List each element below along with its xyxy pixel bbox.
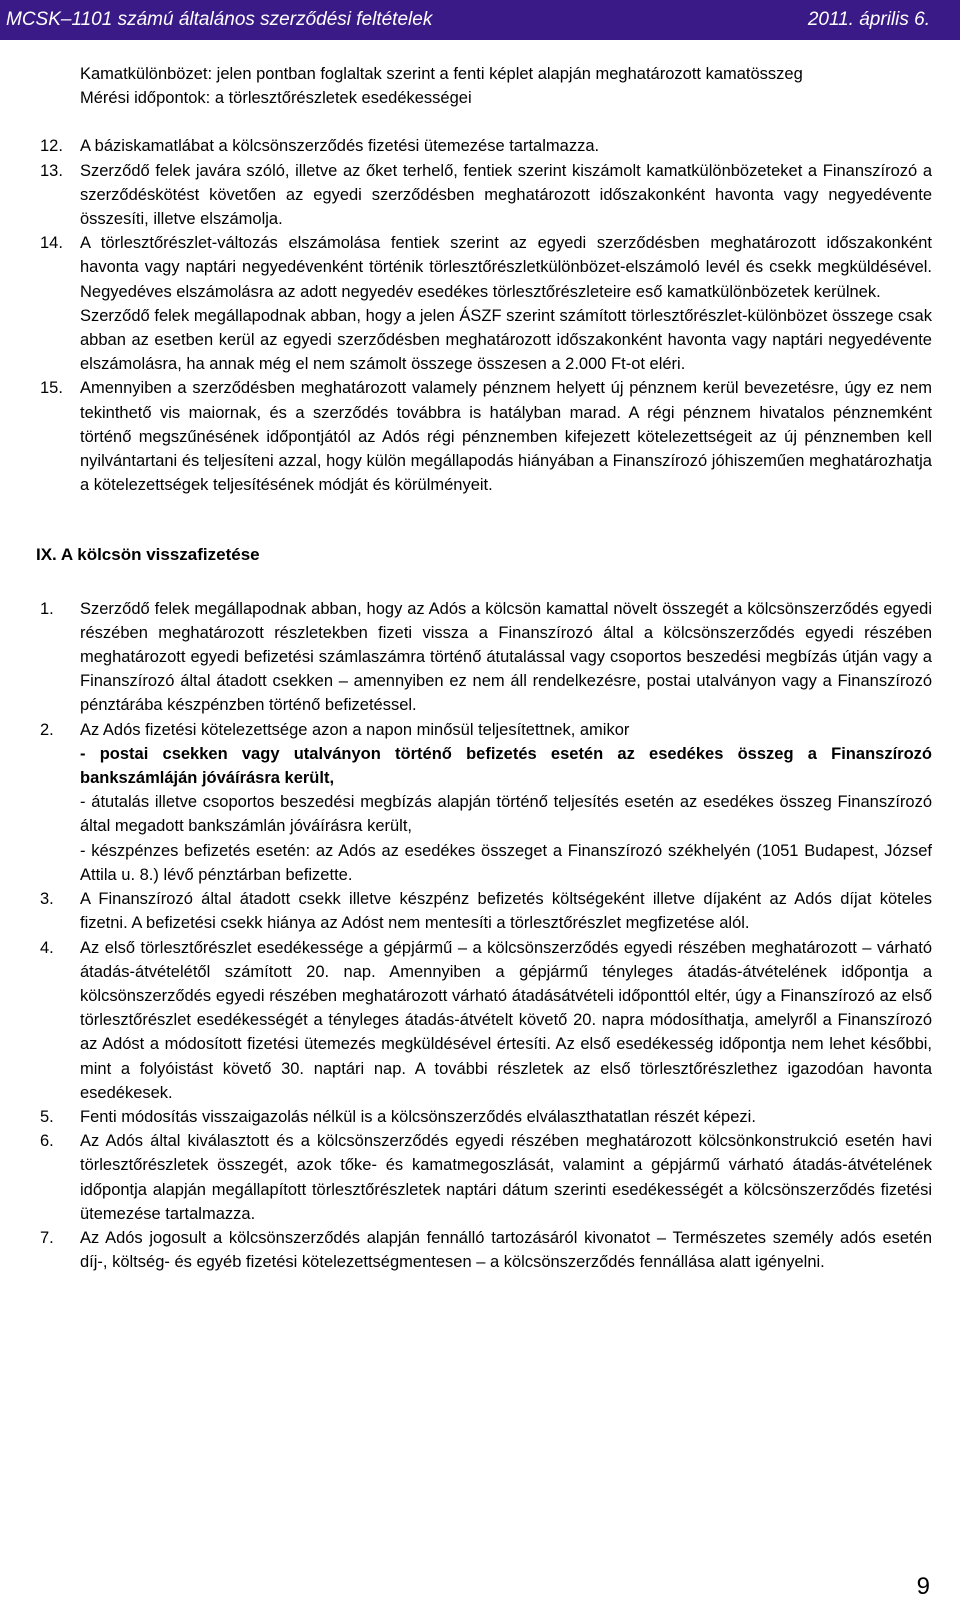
item-number: 14. [40, 234, 63, 253]
item-text: Az Adós jogosult a kölcsönszerződés alapján fennálló tartozásáról kivonatot – Természetes személy adós esetén díj-, költség- és egyéb fizetési kötelezettségmentesen – a kölcsönszerződés fennállása alatt igényelni. [80, 1228, 932, 1272]
list-item [40, 887, 932, 935]
item-number: 7. [40, 1228, 54, 1247]
list-item [40, 597, 932, 718]
item-text: Fenti módosítás visszaigazolás nélkül is a kölcsönszerződés elválaszthatatlan részét képezi. [80, 1107, 756, 1126]
list-item [40, 1129, 932, 1226]
list-item [40, 1105, 932, 1129]
item-text: Az első törlesztőrészlet esedékessége a gépjármű – a kölcsönszerződés egyedi részében meghatározott – várható átadás-átvételétől számított 20. nap. Amennyiben a gépjármű tényleges átadás-átvételének időpontja a kölcsönszerződés egyedi részében meghatározott várható átadásátvételi időponttól eltér, úgy a Finanszírozó az első törlesztőrészlet esedékességét a tényleges átadás-átvételt követő 20. napra módosíthatja, amelyről a Finanszírozó az Adóst a módosított fizetési ütemezés megküldésével értesíti. Az első esedékesség időpontja nem lehet későbbi, mint a folyóistást követő 30. naptári nap. A további részletek az első törlesztőrészlethez igazodóan havonta esedékesek. [80, 938, 932, 1102]
item-number: 13. [40, 161, 63, 180]
item-text: Az Adós fizetési kötelezettsége azon a napon minősül teljesítettnek, amikor [80, 720, 630, 739]
item-text: A törlesztőrészlet-változás elszámolása fentiek szerint az egyedi szerződésben meghatározott időszakonként havonta vagy naptári negyedévenként történik törlesztőrészletkülönbözet-elszámoló levél és csekk megküldésével. Negyedéves elszámolásra az adott negyedév esedékes törlesztőrészleteire eső kamatkülönbözetek kerülnek. [80, 234, 932, 301]
item-number: 1. [40, 599, 54, 618]
item-extra-text: Szerződő felek megállapodnak abban, hogy a jelen ÁSZF szerint számított törlesztőrészlet-különbözet összege csak abban az esetben kerül az egyedi szerződésben meghatározott időszakonként havonta vagy naptári negyedévente elszámolásra, ha annak még el nem számolt összege összesen a 2.000 Ft-ot eléri. [80, 306, 932, 374]
list-item [40, 159, 932, 232]
item-text: Szerződő felek megállapodnak abban, hogy az Adós a kölcsön kamattal növelt összegét a kölcsönszerződés egyedi részében meghatározott részletekben fizeti vissza a Finanszírozó által a kölcsönszerződés egyedi részében meghatározott egyedi befizetési számlaszámra történő átutalással vagy csoportos beszedési megbízás útján vagy a Finanszírozó által átadott csekken – amennyiben ez nem áll rendelkezésre, postai utalványon vagy a Finanszírozó pénztárába készpénzben történő befizetéssel. [80, 599, 932, 715]
document-body [36, 62, 932, 1274]
section-title: IX. A kölcsön visszafizetése [36, 545, 260, 565]
item-dash-clause: - átutalás illetve csoportos beszedési megbízás alapján történő teljesítés esetén az esedékes összeg Finanszírozó által megadott bankszámlán jóváírásra került, [80, 793, 932, 836]
item-number: 6. [40, 1132, 54, 1151]
item-number: 4. [40, 938, 54, 957]
page-number: 9 [916, 1573, 930, 1600]
list-item [40, 376, 932, 497]
list-item [40, 936, 932, 1105]
header-title: MCSK–1101 számú általános szerződési feltételek [6, 9, 433, 30]
list-item [40, 134, 932, 158]
item-bold-clause: - postai csekken vagy utalványon történő befizetés esetén az esedékes összeg a Finanszírozó bankszámláján jóváírásra került, [80, 744, 932, 788]
header-date: 2011. április 6. [807, 9, 930, 30]
intro-line: Mérési időpontok: a törlesztőrészletek esedékességei [80, 89, 472, 108]
item-number: 5. [40, 1107, 54, 1126]
item-text: A báziskamatlábat a kölcsönszerződés fizetési ütemezése tartalmazza. [80, 137, 600, 156]
item-number: 3. [40, 890, 54, 909]
item-number: 15. [40, 379, 63, 398]
document-header [0, 0, 960, 40]
item-dash-clause: - készpénzes befizetés esetén: az Adós az esedékes összeget a Finanszírozó székhelyén (1051 Budapest, József Attila u. 8.) lévő pénztárban befizette. [80, 841, 932, 884]
item-text: A Finanszírozó által átadott csekk illetve készpénz befizetés költségeként illetve díjaként az Adós díjat köteles fizetni. A befizetési csekk hiánya az Adóst nem mentesíti a törlesztőrészlet megfizetése alól. [80, 890, 932, 933]
item-number: 2. [40, 720, 54, 739]
item-text: Szerződő felek javára szóló, illetve az őket terhelő, fentiek szerint kiszámolt kamatkülönbözeteket a Finanszírozó a szerződéskötést követően az egyedi szerződésben meghatározott időszakonként havonta vagy negyedévente összesíti, illetve elszámolja. [80, 161, 932, 229]
item-text: Az Adós által kiválasztott és a kölcsönszerződés egyedi részében meghatározott kölcsönkonstrukció esetén havi törlesztőrészletek összegét, azok tőke- és kamatmegoszlását, valamint a gépjármű várható átadás-átvételének időpontja alapján megállapított törlesztőrészletek naptári dátum szerinti esedékességét a kölcsönszerződés fizetési ütemezése tartalmazza. [80, 1132, 932, 1223]
list-item [40, 718, 932, 887]
item-number: 12. [40, 137, 63, 156]
list-item [40, 231, 932, 376]
intro-line: Kamatkülönbözet: jelen pontban foglaltak szerint a fenti képlet alapján meghatározott kamatösszeg [80, 65, 803, 83]
list-item [40, 1226, 932, 1274]
item-text: Amennyiben a szerződésben meghatározott valamely pénznem helyett új pénznem kerül bevezetésre, úgy ez nem tekinthető vis maiornak, és a szerződés továbbra is hatályban marad. A régi pénznem hivatalos pénznemként történő megszűnésének időpontjától az Adós régi pénznemben kifejezett kötelezettségeit az új pénznemben kell nyilvántartani és teljesíteni azzal, hogy külön megállapodás hiányában a Finanszírozó jóhiszeműen meghatározhatja a kötelezettségek teljesítésének módját és körülményeit. [80, 379, 932, 495]
